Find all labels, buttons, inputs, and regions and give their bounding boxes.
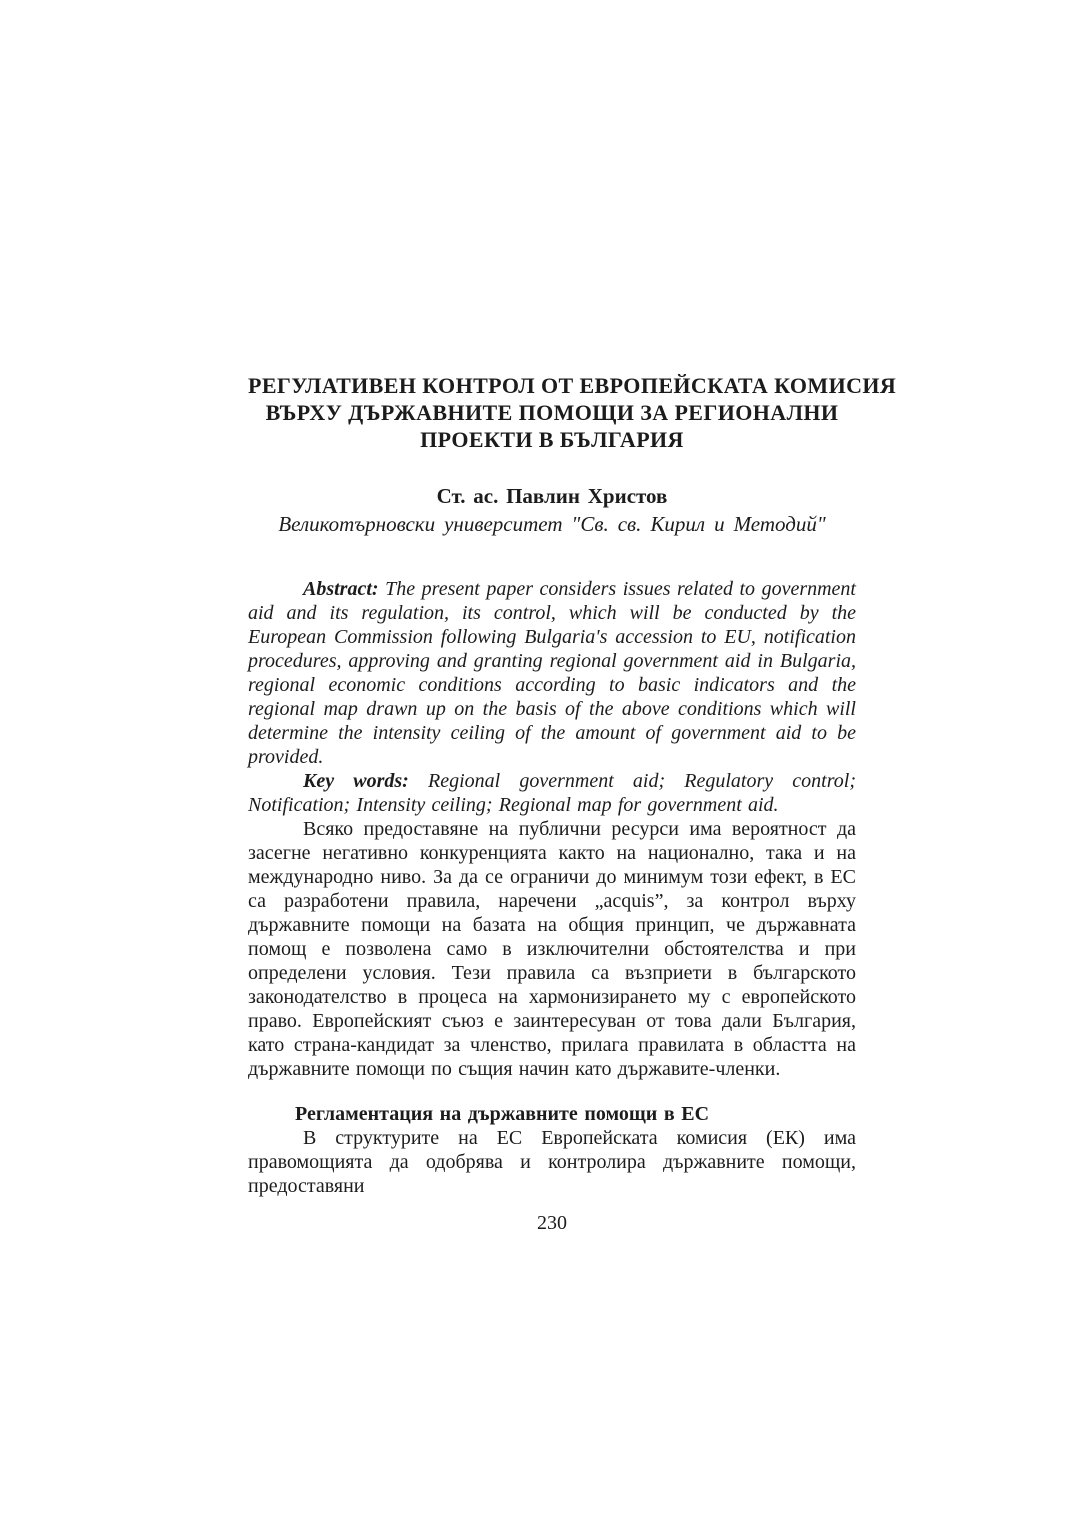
keywords-text: Regional government aid; Regulatory control; Notification; Intensity ceiling; Regional map for government aid. [248,770,856,816]
abstract-paragraph [248,577,856,769]
keywords-label: Key words: [303,770,409,792]
author-affiliation: Великотърновски университет "Св. св. Кирил и Методий" [278,512,826,536]
author-name: Ст. ас. Павлин Христов [436,484,668,508]
body-paragraph-2: В структурите на ЕС Европейската комисия (ЕК) има правомощията да одобрява и контролира държавните помощи, предоставяни [248,1127,856,1197]
paper-title-line: ВЪРХУ ДЪРЖАВНИТЕ ПОМОЩИ ЗА РЕГИОНАЛНИ [265,400,839,425]
page-number: 230 [537,1212,567,1234]
paper-title-line: ПРОЕКТИ В БЪЛГАРИЯ [420,427,684,452]
text-column [248,372,897,1235]
paper-title [248,372,897,453]
keywords-paragraph [248,769,856,817]
section-heading: Регламентация на държавните помощи в ЕС [295,1103,710,1125]
abstract-text: The present paper considers issues related to government aid and its regulation, its control, which will be conducted by the European Commission following Bulgaria's accession to EU, notification procedures, approving and granting regional government aid in Bulgaria, regional economic conditions according to basic indicators and the regional map drawn up on the basis of the above conditions which will determine the intensity ceiling of the amount of government aid to be provided. [248,578,856,768]
abstract-label: Abstract: [303,578,379,600]
abstract-section [248,577,856,817]
paper-title-line: РЕГУЛАТИВЕН КОНТРОЛ ОТ ЕВРОПЕЙСКАТА КОМИСИЯ [248,373,897,398]
body-paragraph-1: Всяко предоставяне на публични ресурси има вероятност да засегне негативно конкуренцията както на национално, така и на международно ниво. За да се ограничи до минимум този ефект, в ЕС са разработени правила, наречени „acquis”, за контрол върху държавните помощи на базата на общия принцип, че държавната помощ е позволена само в изключителни обстоятелства и при определени условия. Тези правила са възприети в българското законодателство в процеса на хармонизирането му с европейското право. Европейският съюз е заинтересуван от това дали България, като страна-кандидат за членство, прилага правилата в областта на държавните помощи по същия начин като държавите-членки. [248,818,856,1080]
